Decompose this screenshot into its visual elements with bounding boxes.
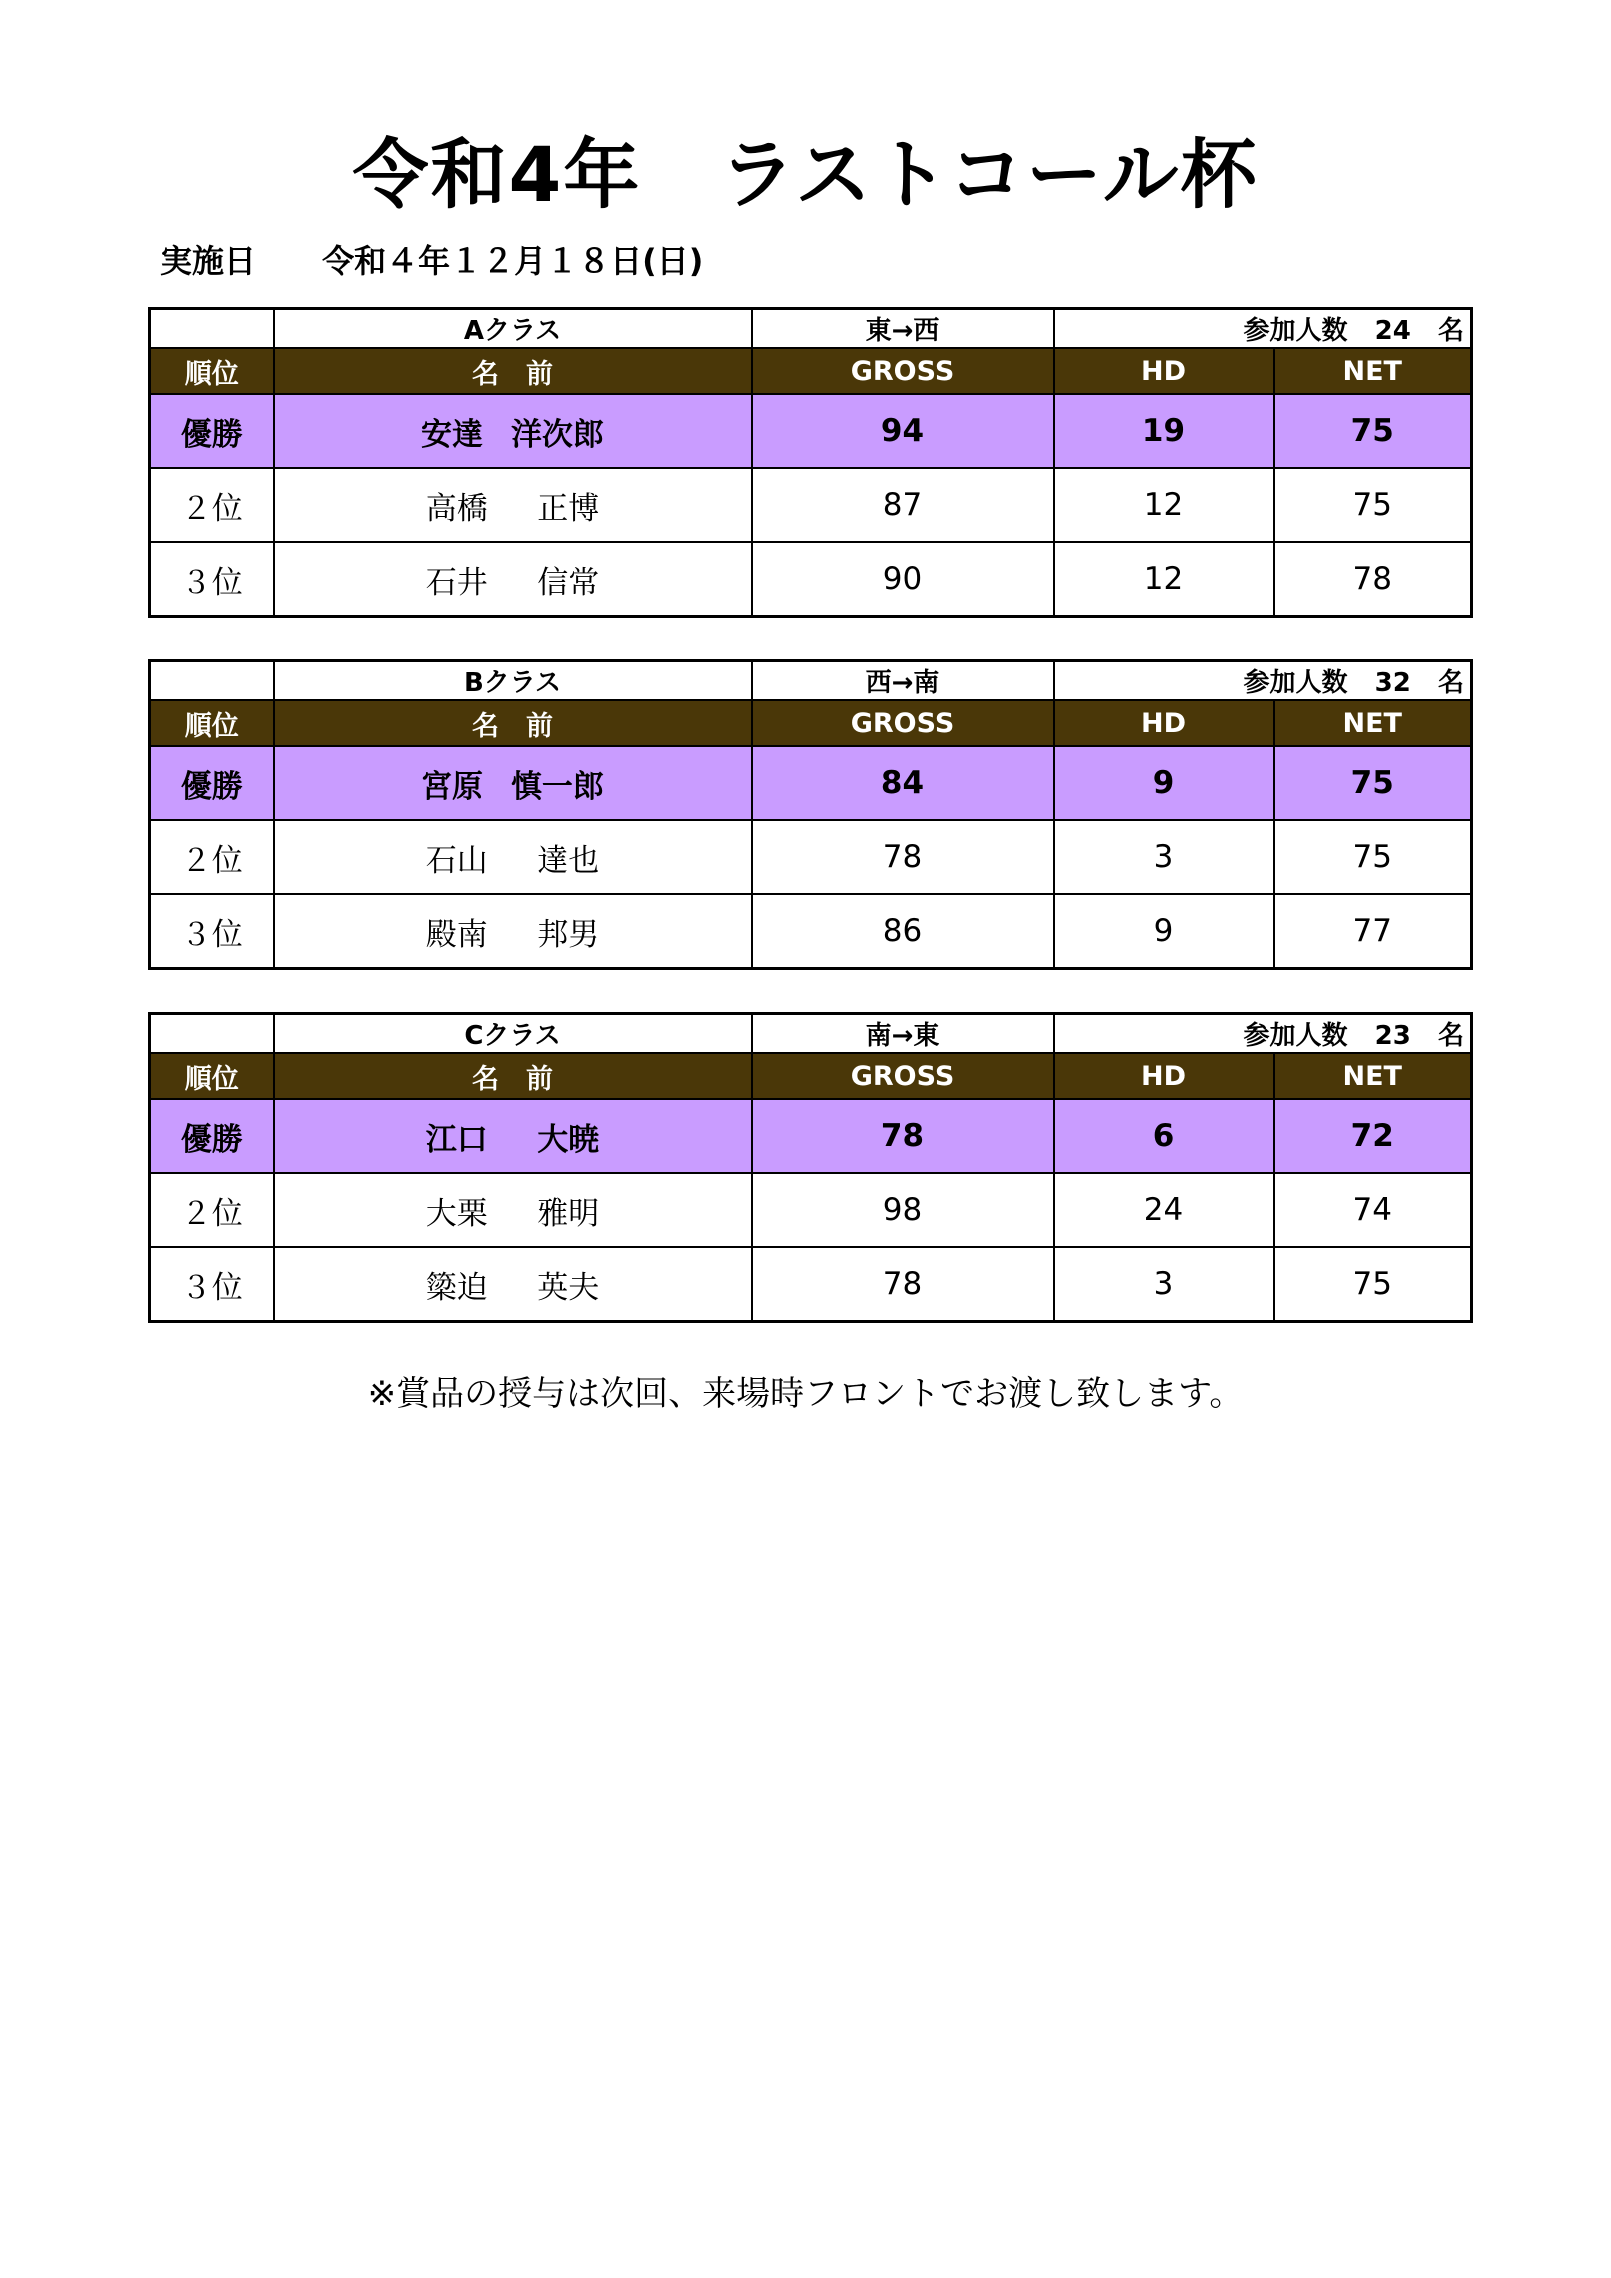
class-meta-row (150, 309, 1472, 349)
name-cell: 宮原 慎一郎 (274, 746, 752, 820)
net-cell: 75 (1274, 746, 1472, 820)
gross-cell: 78 (752, 820, 1054, 894)
gross-cell: 98 (752, 1173, 1054, 1247)
class-meta-row (150, 1014, 1472, 1054)
rank-cell: 優勝 (150, 1099, 274, 1173)
class-b-table (148, 659, 1473, 970)
rank-cell: 優勝 (150, 746, 274, 820)
class-name: Aクラス (274, 309, 752, 349)
column-header-row (150, 1053, 1472, 1099)
table-row (150, 1099, 1472, 1173)
header-hd: HD (1054, 1053, 1274, 1099)
gross-cell: 84 (752, 746, 1054, 820)
participant-count: 参加人数 23 名 (1054, 1014, 1472, 1054)
header-rank: 順位 (150, 1053, 274, 1099)
rank-cell: 優勝 (150, 394, 274, 468)
column-header-row (150, 700, 1472, 746)
name-cell: 殿南 邦男 (274, 894, 752, 969)
name-cell: 高橋 正博 (274, 468, 752, 542)
class-a-table (148, 307, 1473, 618)
header-name: 名 前 (274, 348, 752, 394)
header-net: NET (1274, 700, 1472, 746)
blank-cell (150, 309, 274, 349)
net-cell: 75 (1274, 468, 1472, 542)
name-cell: 石井 信常 (274, 542, 752, 617)
rank-cell: ２位 (150, 468, 274, 542)
header-gross: GROSS (752, 1053, 1054, 1099)
rank-cell: ３位 (150, 1247, 274, 1322)
rank-cell: ２位 (150, 820, 274, 894)
page-title: 令和4年 ラストコール杯 (352, 130, 1259, 219)
header-rank: 順位 (150, 348, 274, 394)
table-row (150, 1247, 1472, 1322)
net-cell: 78 (1274, 542, 1472, 617)
hd-cell: 19 (1054, 394, 1274, 468)
header-gross: GROSS (752, 700, 1054, 746)
gross-cell: 94 (752, 394, 1054, 468)
event-date (160, 238, 703, 284)
name-cell: 石山 達也 (274, 820, 752, 894)
table-row (150, 394, 1472, 468)
hd-cell: 6 (1054, 1099, 1274, 1173)
header-rank: 順位 (150, 700, 274, 746)
net-cell: 74 (1274, 1173, 1472, 1247)
table-row (150, 820, 1472, 894)
course-direction: 南→東 (752, 1014, 1054, 1054)
hd-cell: 9 (1054, 746, 1274, 820)
hd-cell: 9 (1054, 894, 1274, 969)
name-cell: 大栗 雅明 (274, 1173, 752, 1247)
table-row (150, 1173, 1472, 1247)
blank-cell (150, 661, 274, 701)
name-cell: 簗迫 英夫 (274, 1247, 752, 1322)
hd-cell: 3 (1054, 1247, 1274, 1322)
column-header-row (150, 348, 1472, 394)
gross-cell: 90 (752, 542, 1054, 617)
participant-count: 参加人数 32 名 (1054, 661, 1472, 701)
table-row (150, 746, 1472, 820)
table-row (150, 468, 1472, 542)
course-direction: 西→南 (752, 661, 1054, 701)
header-name: 名 前 (274, 1053, 752, 1099)
class-name: Cクラス (274, 1014, 752, 1054)
rank-cell: ２位 (150, 1173, 274, 1247)
gross-cell: 86 (752, 894, 1054, 969)
net-cell: 75 (1274, 394, 1472, 468)
header-net: NET (1274, 348, 1472, 394)
net-cell: 75 (1274, 820, 1472, 894)
class-name: Bクラス (274, 661, 752, 701)
net-cell: 72 (1274, 1099, 1472, 1173)
gross-cell: 87 (752, 468, 1054, 542)
class-c-table (148, 1012, 1473, 1323)
blank-cell (150, 1014, 274, 1054)
name-cell: 安達 洋次郎 (274, 394, 752, 468)
hd-cell: 24 (1054, 1173, 1274, 1247)
hd-cell: 3 (1054, 820, 1274, 894)
header-name: 名 前 (274, 700, 752, 746)
header-net: NET (1274, 1053, 1472, 1099)
gross-cell: 78 (752, 1247, 1054, 1322)
course-direction: 東→西 (752, 309, 1054, 349)
hd-cell: 12 (1054, 468, 1274, 542)
prize-note: ※賞品の授与は次回、来場時フロントでお渡し致します。 (367, 1374, 1244, 1414)
participant-count: 参加人数 24 名 (1054, 309, 1472, 349)
date-value: 令和４年１２月１８日(日) (322, 242, 704, 280)
table-row (150, 894, 1472, 969)
gross-cell: 78 (752, 1099, 1054, 1173)
table-row (150, 542, 1472, 617)
net-cell: 75 (1274, 1247, 1472, 1322)
rank-cell: ３位 (150, 542, 274, 617)
name-cell: 江口 大暁 (274, 1099, 752, 1173)
net-cell: 77 (1274, 894, 1472, 969)
rank-cell: ３位 (150, 894, 274, 969)
header-gross: GROSS (752, 348, 1054, 394)
class-meta-row (150, 661, 1472, 701)
date-label: 実施日 (160, 242, 257, 280)
header-hd: HD (1054, 700, 1274, 746)
hd-cell: 12 (1054, 542, 1274, 617)
header-hd: HD (1054, 348, 1274, 394)
